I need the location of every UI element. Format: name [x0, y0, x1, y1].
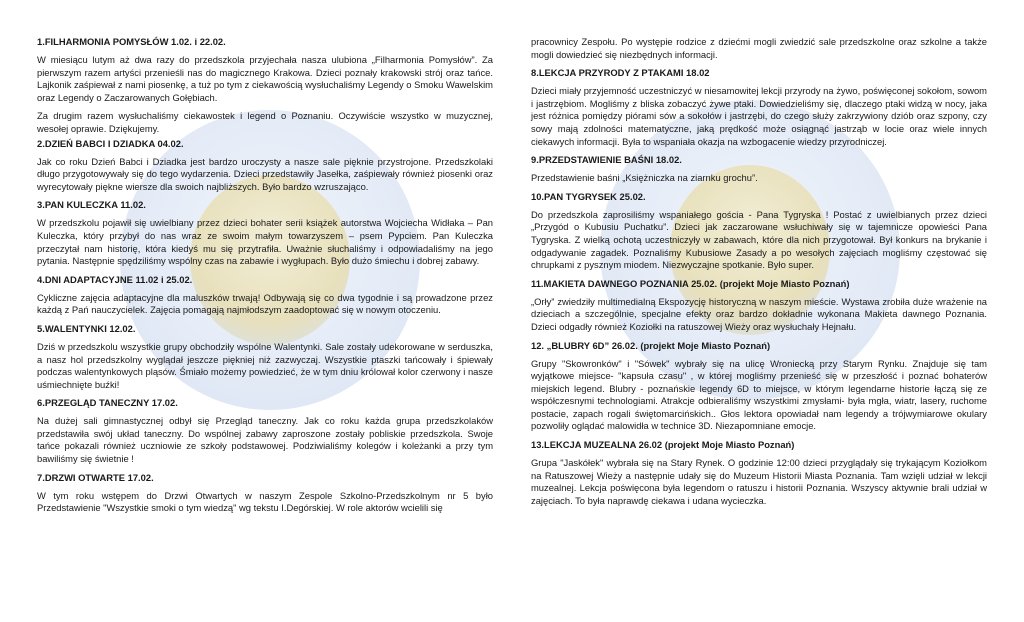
section-przedstawienie-basni — [531, 154, 987, 185]
section-heading: 5.WALENTYNKI 12.02. — [37, 322, 136, 334]
section-przeglad-taneczny — [37, 397, 493, 465]
section-heading: 2.DZIEŃ BABCI I DZIADKA 04.02. — [37, 137, 184, 149]
section-lekcja-muzealna — [531, 439, 987, 507]
section-heading: 13.LEKCJA MUZEALNA 26.02 (projekt Moje Miasto Poznań) — [531, 439, 795, 451]
section-text: Dziś w przedszkolu wszystkie grupy obchodziły wspólne Walentynki. Sale zostały udekorowane w serduszka, a nasz hol przedszkolny wyglądał jeszcze piękniej niż zazwyczaj. Wszystkie ptaszki tańcowały i śpiewały podczas walentynkowych pląsów. Śmiało możemy powiedzieć, że w tym dniu królował kolor czerwony i nasze uśmiechnięte buźki! — [37, 340, 493, 390]
section-continuation — [531, 36, 987, 61]
section-pan-tygrysek — [531, 191, 987, 272]
section-heading: 12. „BLUBRY 6D” 26.02. (projekt Moje Miasto Poznań) — [531, 339, 771, 351]
section-makieta — [531, 278, 987, 334]
section-text: „Orły” zwiedziły multimedialną Ekspozycję historyczną w naszym mieście. Wystawa zrobiła duże wrażenie na dzieciach a szczególnie, specjalne efekty oraz bardzo dokładnie wykonana Makieta dawnego Poznania. Dzieci odgadły również Koziołki na ratuszowej Wieży oraz wysłuchały Hejnału. — [531, 295, 987, 332]
section-walentynki — [37, 323, 493, 391]
section-text: W miesiącu lutym aż dwa razy do przedszkola przyjechała nasza ulubiona „Filharmonia Pomysłów”. Za pierwszym razem artyści przenieśli nas do magicznego Krakowa. Dzieci poznały krakowski strój oraz tańce. Lajkonik zaśpiewał z nami piosenkę, a tuż po tym z ciekawością wysłuchaliśmy Legendy o Smoku Wawelskim oraz Legendy o Zaczarowanych Gołębiach. — [37, 54, 493, 103]
section-text: Jak co roku Dzień Babci i Dziadka jest bardzo uroczysty a nasze sale pięknie przystrojone. Przedszkolaki długo przygotowywały się do tego wydarzenia. Dzieci przedstawiły Jasełka, zaśpiewały również piosenki oraz wyrecytowały piękne wiersze dla swoich najbliższych. Było bardzo wzruszająco. — [37, 155, 493, 192]
section-text: Na dużej sali gimnastycznej odbył się Przegląd taneczny. Jak co roku każda grupa przedszkolaków przedstawiła swój układ taneczny. Do wspólnej zabawy zaproszone zostały pobliskie przedszkola. Swoje tańce pokazali również uczniowie ze szkoły podstawowej. Podziwialiśmy kolegów i koleżanki a przy tym bawiliśmy się świetnie ! — [37, 415, 493, 465]
section-heading: 8.LEKCJA PRZYRODY Z PTAKAMI 18.02 — [531, 67, 710, 79]
section-drzwi-otwarte — [37, 472, 493, 515]
section-text: Przedstawienie baśni „Księżniczka na ziarnku grochu”. — [531, 172, 758, 184]
section-lekcja-przyrody — [531, 67, 987, 148]
section-text: Dzieci miały przyjemność uczestniczyć w niesamowitej lekcji przyrody na żywo, poświęconej sokołom, sowom i jastrzębiom. Mogliśmy z bliska zobaczyć żywe ptaki. Dowiedzieliśmy się, dlaczego ptaki widzą w nocy, jaka jest różnica pomiędzy piórami sów a sokołów i jastrzębi, do czego służy zakrzywiony dziób oraz szpony, czy sowy mają zdolności matematyczne, jaką prędkość może osiągnąć jastrząb w locie oraz wiele innych ciekawych informacji. Była to wspaniała okazja na wzbogacenie wiedzy przyrodniczej. — [531, 85, 987, 147]
section-text: Za drugim razem wysłuchaliśmy ciekawostek i legend o Poznaniu. Oczywiście wszystko w muzycznej, wesołej oprawie. Dziękujemy. — [37, 110, 493, 134]
section-heading: 1.FILHARMONIA POMYSŁÓW 1.02. i 22.02. — [37, 36, 226, 47]
section-text: Do przedszkola zaprosiliśmy wspaniałego gościa - Pana Tygryska ! Postać z uwielbianych przez dzieci „Przygód o Kubusiu Puchatku”. Dzieci jak zaczarowane wsłuchiwały się w tajemnicze opowieści Pana Tygryska. Z wielką ochotą uczestniczyły w zabawach, które dla nich przygotował. Był konkurs na brykanie i odgadywanie zagadek. Poznaliśmy Kubusiowe Zasady a po wesołych zajęciach mogliśmy częstować się chrupkami z pysznym miodem. Niezwyczajne spotkanie. Było super. — [531, 208, 987, 271]
section-text: Cykliczne zajęcia adaptacyjne dla maluszków trwają! Odbywają się co dwa tygodnie i są prowadzone przez każdą z Pań nauczycielek. Zajęcia pomagają najmłodszym zaadoptować się w nowym otoczeniu. — [37, 291, 493, 316]
section-heading: 4.DNI ADAPTACYJNE 11.02 i 25.02. — [37, 273, 193, 285]
section-text: Grupy "Skowronków" i "Sówek" wybrały się na ulicę Wroniecką przy Starym Rynku. Znajduje się tam wyjątkowe miejsce- "kapsuła czasu" , w której mogliśmy przenieść się w przeszłość i poznać bohaterów miejskich legend. Blubry - poznańskie legendy 6D to miejsce, w którym legendarne historie łączą się ze współczesnymi technologiami. Atrakcje odbieraliśmy wszystkimi zmysłami- była mgła, wiatr, lasery, ruchome postacie, zapach rogali świętomarcińskich.. Głos lektora opowiadał nam legendy a trójwymiarowe okulary pozwoliły oglądać malowidła w technice 3D. Niezapomniane emocje. — [531, 357, 987, 432]
right-column — [531, 36, 987, 513]
section-dzien-babci — [37, 138, 493, 194]
section-blubry — [531, 340, 987, 434]
section-dni-adaptacyjne — [37, 274, 493, 317]
section-heading: 9.PRZEDSTAWIENIE BAŚNI 18.02. — [531, 154, 682, 166]
section-text: Grupa "Jaskółek" wybrała się na Stary Rynek. O godzinie 12:00 dzieci przyglądały się trykającym Koziołkom na Ratuszowej Wieży a następnie udały się do Muzeum Historii Miasta Poznania. Tam wzięli udział w lekcji muzealnej. Lekcja poświęcona była legendom o ratuszu i historii Poznania. Wszyscy aktywnie brali udział w zajęciach. To była naprawdę ciekawa i udana wycieczka. — [531, 457, 987, 506]
section-heading: 11.MAKIETA DAWNEGO POZNANIA 25.02. (projekt Moje Miasto Poznań) — [531, 277, 850, 289]
section-text: pracownicy Zespołu. Po występie rodzice z dziećmi mogli zwiedzić sale przedszkolne oraz szkolne a także mogli dowiedzieć się niezbędnych informacji. — [531, 36, 987, 60]
section-heading: 10.PAN TYGRYSEK 25.02. — [531, 190, 646, 202]
section-text: W tym roku wstępem do Drzwi Otwartych w naszym Zespole Szkolno-Przedszkolnym nr 5 było Przedstawienie "Wszystkie smoki o tym wiedzą" wg tekstu I.Degórskiej. W role aktorów wcielili się — [37, 489, 493, 514]
left-column — [37, 36, 493, 521]
section-heading: 7.DRZWI OTWARTE 17.02. — [37, 471, 154, 483]
section-pan-kuleczka — [37, 199, 493, 267]
section-heading: 6.PRZEGLĄD TANECZNY 17.02. — [37, 397, 178, 409]
section-filharmonia — [37, 36, 493, 136]
section-heading: 3.PAN KULECZKA 11.02. — [37, 199, 146, 211]
section-text: W przedszkolu pojawił się uwielbiany przez dzieci bohater serii książek autorstwa Wojciecha Widłaka – Pan Kuleczka, który przybył do nas wraz ze swoim małym towarzyszem – psem Pypciem. Pan Kuleczka przeczytał nam historię, która kiedyś mu się przytrafiła. Uważnie słuchaliśmy i odpowiadaliśmy na jego pytania. Następnie spędziliśmy wspólny czas na zabawie i wygłupach. Było dużo śmiechu i dobrej zabawy. — [37, 217, 493, 267]
